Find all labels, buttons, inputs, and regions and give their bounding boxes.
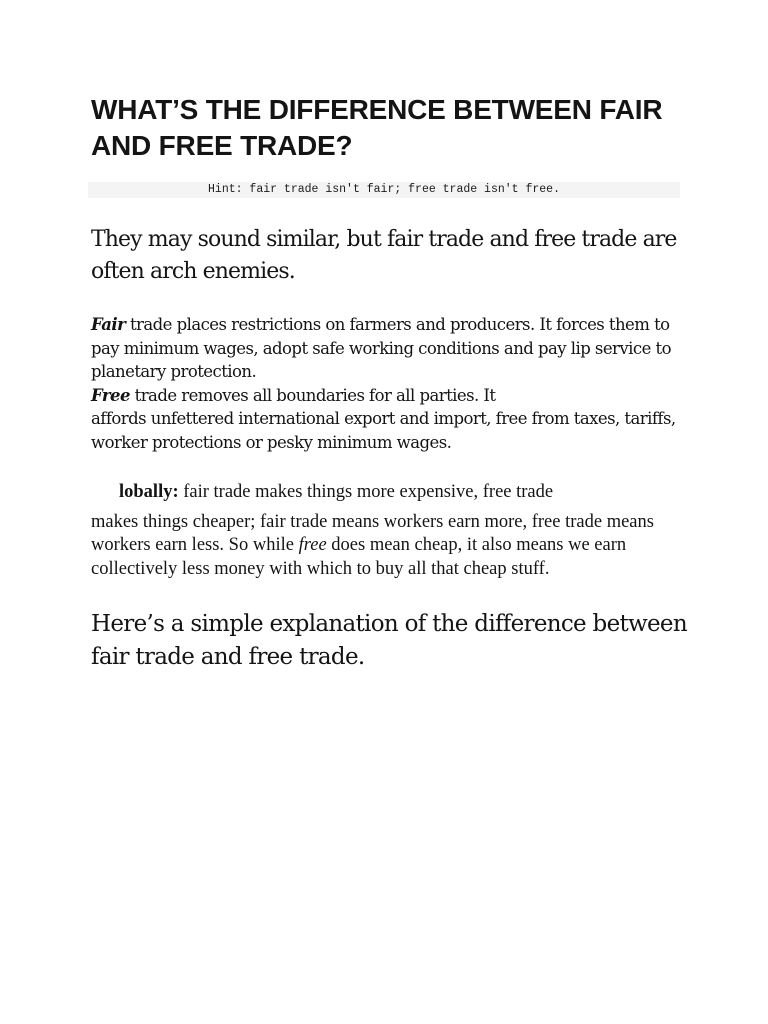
- fair-definition: trade places restrictions on farmers and producers. It forces them to pay minimum wages, adopt safe working conditions and pay lip service to planetary protection.: [91, 315, 671, 381]
- globally-first-line: [91, 481, 691, 505]
- globally-first-text: fair trade makes things more expensive, free trade: [178, 482, 554, 502]
- globally-emphasis: free: [298, 535, 327, 555]
- lede-paragraph: They may sound similar, but fair trade and free trade are often arch enemies.: [91, 227, 677, 284]
- page-title: WHAT’S THE DIFFERENCE BETWEEN FAIR AND FREE TRADE?: [91, 94, 663, 161]
- hint-banner: Hint: fair trade isn't fair; free trade isn't free.: [88, 182, 680, 198]
- globally-body: [91, 511, 691, 582]
- closing-paragraph: Here’s a simple explanation of the difference between fair trade and free trade.: [91, 611, 687, 670]
- globally-body-part-1: makes things cheaper; fair trade means workers earn more, free trade means workers earn less. So while: [91, 511, 654, 555]
- fair-term: Fair: [91, 315, 126, 334]
- definitions-paragraph: [91, 313, 691, 454]
- globally-lead-word: lobally:: [119, 482, 179, 502]
- free-definition-line-2: affords unfettered international export and import, free from taxes, tariffs, worker protections or pesky minimum wages.: [91, 409, 676, 452]
- globally-body-part-2: does mean cheap, it also means we earn collectively less money with which to buy all that cheap stuff.: [91, 535, 627, 579]
- free-term: Free: [91, 385, 130, 405]
- free-definition-line-1: trade removes all boundaries for all parties. It: [129, 385, 496, 405]
- globally-paragraph: [91, 481, 691, 581]
